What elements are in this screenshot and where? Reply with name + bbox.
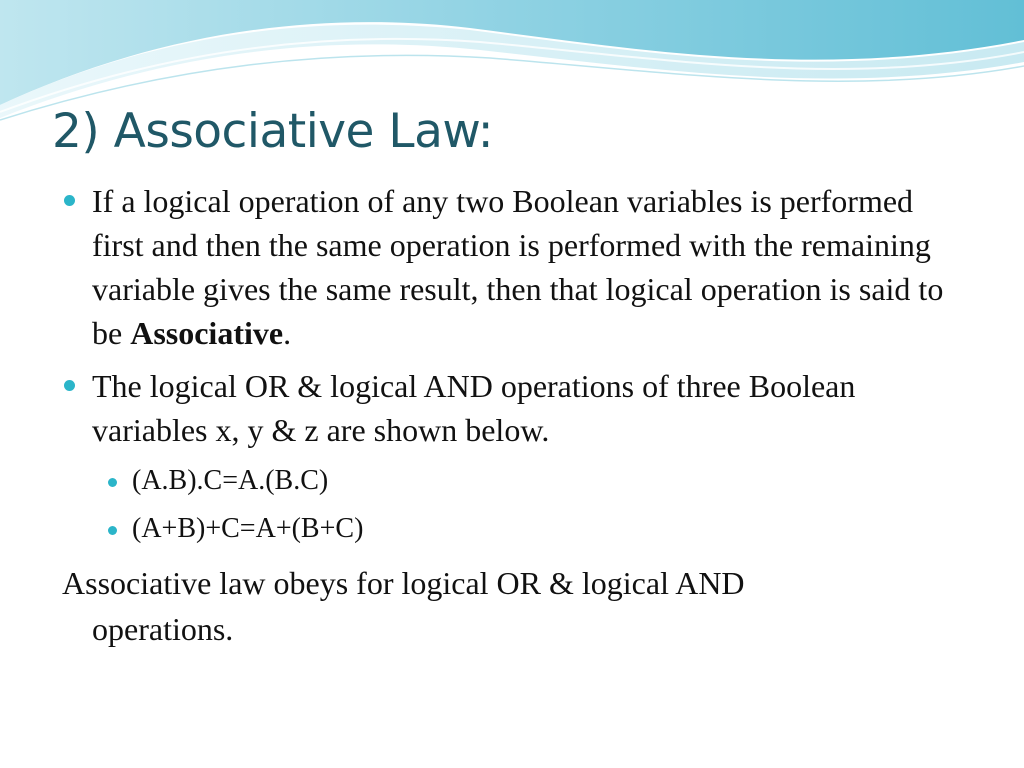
sub-bullet-1: (A.B).C=A.(B.C) [132, 465, 329, 496]
bullet-paragraph-2: The logical OR & logical AND operations of three Boolean variables x, y & z are shown below. [92, 368, 856, 448]
closing-note [62, 560, 942, 652]
bullet-1-text: If a logical operation of any two Boolean variables is performed first and then the same operation is performed with the remaining variable gives the same result, then that logical operation is said to be [92, 183, 944, 351]
bullet-icon [64, 195, 75, 206]
closing-note-line-2: operations. [92, 611, 234, 647]
bullet-paragraph-1 [92, 179, 962, 355]
slide-title: 2) Associative Law: [52, 104, 494, 159]
sub-bullet-icon [108, 526, 117, 535]
closing-note-line-1: Associative law obeys for logical OR & logical AND [62, 565, 745, 601]
bullet-1-text-end: . [283, 315, 292, 351]
sub-bullet-2: (A+B)+C=A+(B+C) [132, 513, 364, 544]
bullet-icon [64, 380, 75, 391]
bullet-1-bold-term: Associative [130, 315, 284, 351]
sub-bullet-icon [108, 478, 117, 487]
